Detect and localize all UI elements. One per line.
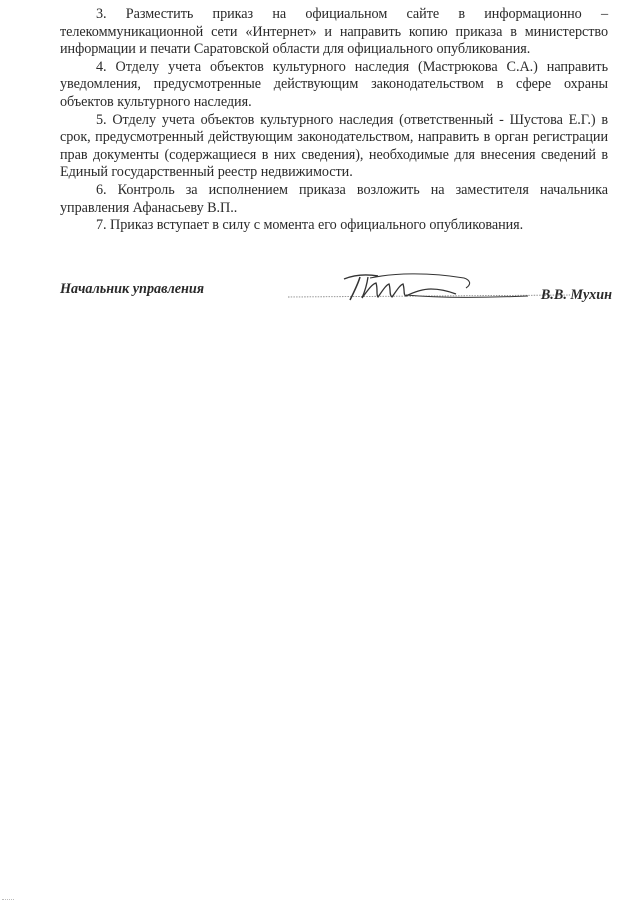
- paragraph-item-7: 7. Приказ вступает в силу с момента его официального опубликования.: [96, 217, 524, 234]
- handwritten-signature: [288, 270, 570, 304]
- scan-mark: [2, 899, 14, 901]
- document-body: [60, 6, 608, 235]
- signatory-title: Начальник управления: [60, 281, 205, 297]
- signatory-name: В.В. Мухин: [540, 287, 612, 303]
- signature-block: [60, 270, 612, 310]
- paragraph-item-4: 4. Отделу учета объектов культурного наследия (Мастрюкова С.А.) направить уведомления, предусмотренные действующим законодательством в сфере охраны объектов культурного наследия.: [60, 58, 608, 110]
- paragraph-item-6: 6. Контроль за исполнением приказа возложить на заместителя начальника управления Афанасьеву В.П..: [60, 181, 608, 216]
- paragraph-item-5: 5. Отделу учета объектов культурного наследия (ответственный - Шустова Е.Г.) в срок, предусмотренный действующим законодательством, направить в орган регистрации прав документы (содержащиеся в них сведения), необходимые для внесения сведений в Единый государственный реестр недвижимости.: [60, 111, 608, 181]
- paragraph-item-3: 3. Разместить приказ на официальном сайте в информационно – телекоммуникационной сети «Интернет» и направить копию приказа в министерство информации и печати Саратовской области для официального опубликования.: [60, 6, 608, 58]
